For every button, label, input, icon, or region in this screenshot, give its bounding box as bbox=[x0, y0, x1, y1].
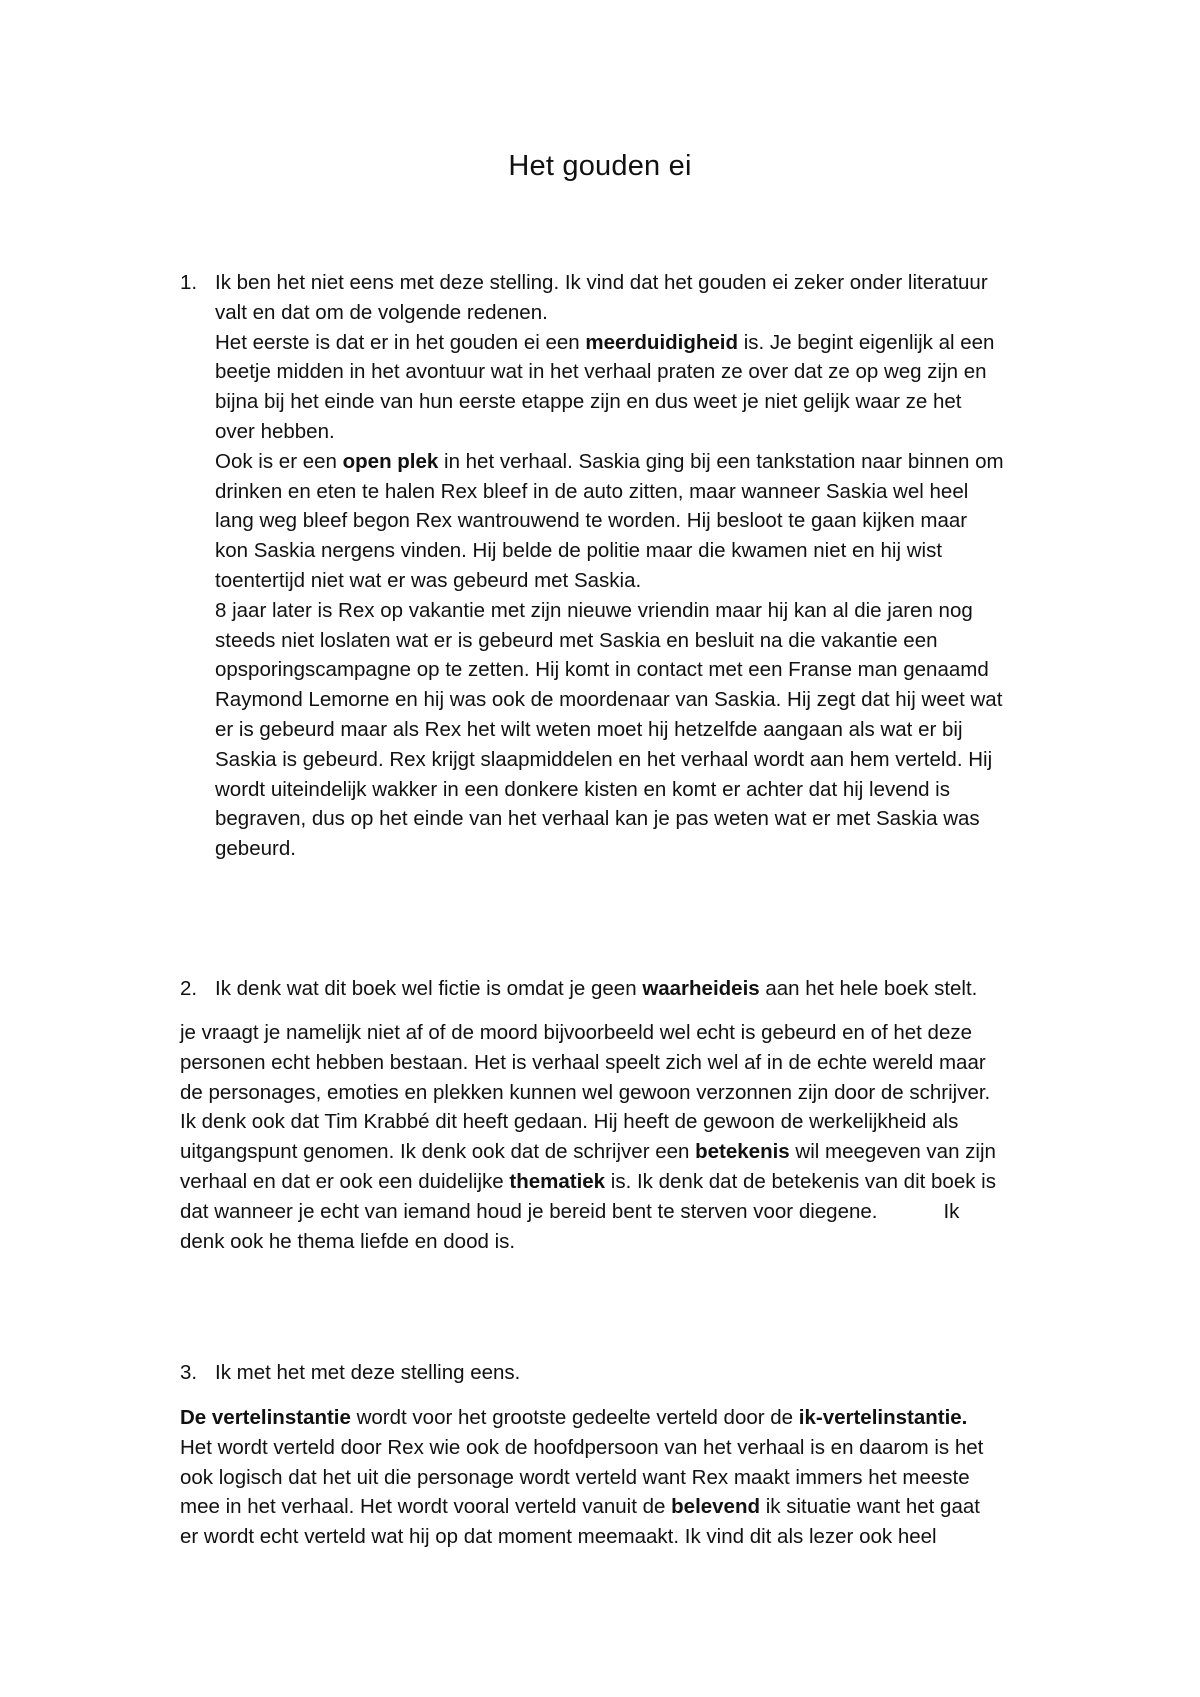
bold-term-meerduidigheid: meerduidigheid bbox=[585, 330, 739, 354]
answer-2-body bbox=[180, 1018, 1070, 1256]
answer-1-line: kon Saskia nergens vinden. Hij belde de politie maar die kwamen niet en hij wist bbox=[215, 539, 943, 563]
text-run: Ik bbox=[943, 1199, 960, 1223]
answer-2-line bbox=[180, 1197, 1070, 1227]
bold-term-belevend: belevend bbox=[671, 1495, 761, 1519]
text-run: mee in het verhaal. bbox=[180, 1495, 355, 1519]
answer-3-line bbox=[180, 1403, 1070, 1433]
answer-2-line: personen echt hebben bestaan. Het is verhaal speelt zich wel af in de echte wereld maar bbox=[180, 1050, 986, 1074]
answer-3-line: Het wordt verteld door Rex wie ook de hoofdpersoon van het verhaal is en daarom is het bbox=[180, 1435, 984, 1459]
answer-3-body bbox=[180, 1403, 1070, 1552]
answer-1-line: drinken en eten te halen Rex bleef in de auto zitten, maar wanneer Saskia wel heel bbox=[215, 479, 969, 503]
list-number-3: 3. bbox=[180, 1361, 198, 1384]
bold-term-betekenis: betekenis bbox=[695, 1140, 790, 1164]
answer-1-line: Raymond Lemorne en hij was ook de moordenaar van Saskia. Hij zegt dat hij weet wat bbox=[215, 688, 1003, 712]
answer-1-line: Saskia is gebeurd. Rex krijgt slaapmiddelen en het verhaal wordt aan hem verteld. Hij bbox=[215, 747, 993, 771]
list-number-2: 2. bbox=[180, 977, 198, 1000]
bold-term-thematiek: thematiek bbox=[509, 1169, 606, 1193]
bold-term-open-plek: open plek bbox=[342, 449, 439, 473]
answer-1-line: gebeurd. bbox=[215, 837, 296, 861]
answer-1-line: bijna bij het einde van hun eerste etappe zijn en dus weet je niet gelijk waar ze het bbox=[215, 390, 962, 414]
document-title: Het gouden ei bbox=[508, 150, 692, 182]
answer-2-line: je vraagt je namelijk niet af of de moord bijvoorbeeld wel echt is gebeurd en of het deze bbox=[180, 1021, 973, 1044]
answer-1-line: Ik ben het niet eens met deze stelling. Ik vind dat het gouden ei zeker onder literatuur bbox=[215, 271, 988, 294]
answer-1-line: begraven, dus op het einde van het verhaal kan je pas weten wat er met Saskia was bbox=[215, 807, 980, 831]
answer-3-lead-line: Ik met het met deze stelling eens. bbox=[215, 1361, 521, 1384]
answer-2-line: denk ook he thema liefde en dood is. bbox=[180, 1229, 516, 1253]
answer-1-line bbox=[215, 328, 1070, 358]
text-run: Het wordt vooral verteld vanuit de bbox=[354, 1495, 672, 1519]
answer-1-line: beetje midden in het avontuur wat in het verhaal praten ze over dat ze op weg zijn en bbox=[215, 360, 987, 384]
answer-1-line: opsporingscampagne op te zetten. Hij komt in contact met een Franse man genaamd bbox=[215, 658, 989, 682]
text-run: Het eerste is dat er in het gouden ei een bbox=[215, 330, 586, 354]
answer-1-line: toentertijd niet wat er was gebeurd met Saskia. bbox=[215, 568, 642, 592]
bold-term-ik-vertelinstantie: ik-vertelinstantie. bbox=[798, 1406, 968, 1429]
answer-2-line bbox=[180, 1137, 1070, 1167]
text-run: wil meegeven van zijn bbox=[789, 1140, 996, 1164]
answer-1-line: lang weg bleef begon Rex wantrouwend te worden. Hij besloot te gaan kijken maar bbox=[215, 509, 968, 533]
answer-3-line: ook logisch dat het uit die personage wordt verteld want Rex maakt immers het meeste bbox=[180, 1465, 970, 1489]
text-run: verhaal en dat er ook een duidelijke bbox=[180, 1169, 510, 1193]
answer-1 bbox=[215, 268, 1070, 864]
text-run: wordt voor het grootste gedeelte verteld door de bbox=[350, 1406, 799, 1429]
text-run: Ook is er een bbox=[215, 449, 343, 473]
answer-2-lead-line bbox=[215, 974, 1070, 1004]
answer-3-line: er wordt echt verteld wat hij op dat moment meemaakt. Ik vind dit als lezer ook heel bbox=[180, 1525, 937, 1549]
answer-1-line: valt en dat om de volgende redenen. bbox=[215, 300, 548, 324]
answer-2-line: de personages, emoties en plekken kunnen wel gewoon verzonnen zijn door de schrijver. bbox=[180, 1080, 991, 1104]
bold-term-waarheideis: waarheideis bbox=[642, 977, 760, 1000]
answer-2-lead bbox=[215, 974, 1070, 1004]
bold-term-vertelinstantie: De vertelinstantie bbox=[180, 1406, 351, 1429]
text-run: uitgangspunt genomen. Ik denk ook dat de schrijver een bbox=[180, 1140, 696, 1164]
answer-3-lead bbox=[215, 1358, 1070, 1388]
answer-2-line: Ik denk ook dat Tim Krabbé dit heeft gedaan. Hij heeft de gewoon de werkelijkheid als bbox=[180, 1110, 959, 1134]
answer-1-line: 8 jaar later is Rex op vakantie met zijn nieuwe vriendin maar hij kan al die jaren nog bbox=[215, 598, 973, 622]
text-run: Ik denk wat dit boek wel fictie is omdat je geen bbox=[215, 977, 643, 1000]
answer-1-line bbox=[215, 447, 1070, 477]
answer-1-line: over hebben. bbox=[215, 419, 335, 443]
answer-1-line: wordt uiteindelijk wakker in een donkere kisten en komt er achter dat hij levend is bbox=[215, 777, 950, 801]
text-run: is. Je begint eigenlijk al een bbox=[738, 330, 995, 354]
text-run: is. Ik denk dat de betekenis van dit boek is bbox=[605, 1169, 996, 1193]
list-number-1: 1. bbox=[180, 271, 198, 294]
answer-1-line: er is gebeurd maar als Rex het wilt weten moet hij hetzelfde aangaan als wat er bij bbox=[215, 717, 963, 741]
answer-1-line: steeds niet loslaten wat er is gebeurd met Saskia en besluit na die vakantie een bbox=[215, 628, 938, 652]
text-run: ik situatie want het gaat bbox=[760, 1495, 980, 1519]
text-run: aan het hele boek stelt. bbox=[759, 977, 978, 1000]
text-run: in het verhaal. Saskia ging bij een tankstation naar binnen om bbox=[438, 449, 1004, 473]
answer-3-line bbox=[180, 1492, 1070, 1522]
answer-2-line bbox=[180, 1167, 1070, 1197]
text-run: dat wanneer je echt van iemand houd je bereid bent te sterven voor diegene. bbox=[180, 1199, 878, 1223]
